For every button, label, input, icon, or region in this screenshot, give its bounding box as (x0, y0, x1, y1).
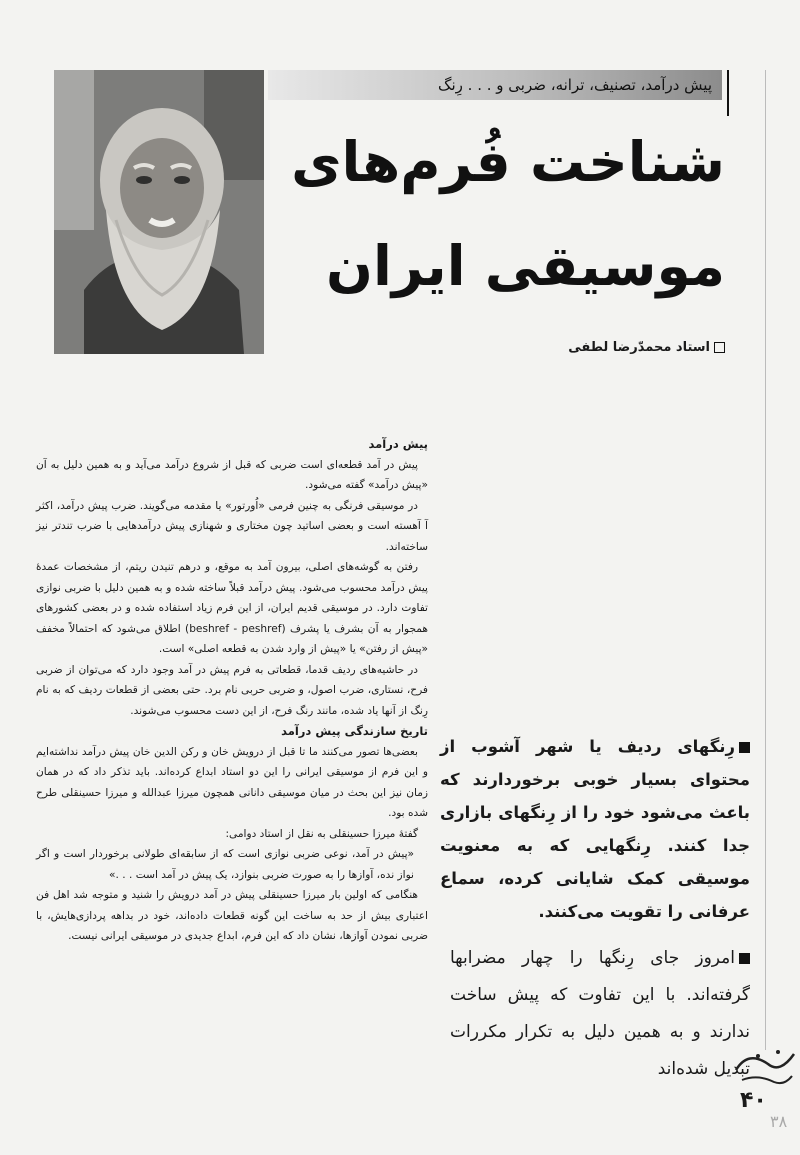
page-number: ۴۰ (740, 1088, 767, 1113)
author-name: استاد محمدّرضا لطفی (568, 340, 710, 355)
portrait-illustration (54, 70, 264, 354)
section-heading-history: تاریخ سازندگی پیش درآمد (281, 724, 428, 738)
series-title: پیش درآمد، تصنیف، ترانه، ضربی و . . . رِنگ (438, 76, 712, 94)
title-line-2: موسیقی ایران (326, 234, 725, 298)
margin-rule (765, 70, 766, 1050)
bleed-page-number: ۳۸ (770, 1112, 788, 1131)
paragraph: گفتهٔ میرزا حسینقلی به نقل از استاد دوامی: (225, 827, 418, 840)
vertical-rule (727, 70, 729, 116)
paragraph: در موسیقی فرنگی به چنین فرمی «اُورتور» یا مقدمه می‌گویند. ضرب پیش درآمد، اکثر آ آهسته است و بعضی اساتید چون مختاری و شهنازی پیش درآمدهایی با ضرب تندتر نیز ساخته‌اند. (36, 499, 428, 553)
series-band (268, 70, 722, 100)
paragraph: در حاشیه‌های ردیف قدما، قطعاتی به فرم پیش در آمد وجود دارد که می‌توان از ضربی فرح، نستاری، ضرب اصول، و ضربی حربی نام برد. حتی بعضی از قطعات ردیف که به نام رِنگ از آنها یاد شده، مانند رنگ فرح، از این دست محسوب می‌شوند. (36, 663, 428, 717)
title-line-1: شناخت فُرم‌های (291, 130, 725, 194)
paragraph: رفتن به گوشه‌های اصلی، بیرون آمد به موقع، و درهم تنیدن ریتم، از مشخصات عمدهٔ پیش درآمد محسوب می‌شود. پیش درآمد قبلاً ساخته شده و به همین دلیل با ضربی نوازی تفاوت دارد. در موسیقی قدیم ایران، از این فرم زیاد استفاده شده و در بعضی کشورهای همجوار به آن بشرف یا پشرف (beshref - peshref) اطلاق می‌شود که احتمالاً مخفف «پیش از رفتن» یا «پیش از وارد شدن به قطعه اصلی» است. (36, 561, 429, 655)
pull-quote-1 (440, 730, 750, 928)
quotation: «پیش در آمد، نوعی ضربی نوازی است که از سابقه‌ای طولانی برخوردار است و اگر نواز نده، آوازها را به صورت ضربی بنوازد، یک پیش در آمد است . . .» (36, 848, 414, 881)
paragraph: پیش در آمد قطعه‌ای است ضربی که قبل از شروع درآمد می‌آید و به همین دلیل به آن «پیش درآمد» گفته می‌شود. (36, 458, 428, 491)
author-byline (568, 340, 725, 355)
magazine-logo (728, 1040, 800, 1090)
article-title (291, 110, 725, 318)
byline-square-icon (714, 342, 725, 353)
article-body (36, 434, 428, 947)
pull-quote-2-text: امروز جای رِنگها را چهار مضرابها گرفته‌اند. با این تفاوت که پیش ساخت ندارند و به همین دلیل به تکرار مکررات تبدیل شده‌اند (450, 948, 750, 1079)
section-heading-pishdaramad: پیش درآمد (368, 437, 428, 451)
bullet-square-icon (739, 742, 750, 753)
paragraph: هنگامی که اولین بار میرزا حسینقلی پیش در آمد درویش را شنید و متوجه شد اهل فن اعتباری بیش از حد به ساخت این گونه قطعات داده‌اند، خود در بداهه پردازی‌هایش، با ضربی نمودن آوازها، نشان داد که این فرم، ابداع جدیدی در موسیقی ایرانی نیست. (36, 889, 428, 942)
pull-quote-1-text: رِنگهای ردیف یا شهر آشوب از محتوای بسیار خوبی برخوردارند که باعث می‌شود خود را از رِنگهای بازاری جدا کنند. رِنگهایی که به معنویت موسیقی کمک شایانی کرده، سماع عرفانی را تقویت می‌کنند. (440, 737, 750, 921)
paragraph: بعضی‌ها تصور می‌کنند ما تا قبل از درویش خان و رکن الدین خان پیش درآمد نداشته‌ایم و این فرم از موسیقی ایرانی را این دو استاد ابداع کرده‌اند. باید تذکر داد که در همان زمان نیز این بحث در میان موسیقی دانانی همچون میرزا عبدالله و میرزا حسینقلی طرح شده بود. (36, 745, 428, 819)
author-portrait (54, 70, 264, 354)
bullet-square-icon (739, 953, 750, 964)
pull-quote-2 (450, 940, 750, 1088)
